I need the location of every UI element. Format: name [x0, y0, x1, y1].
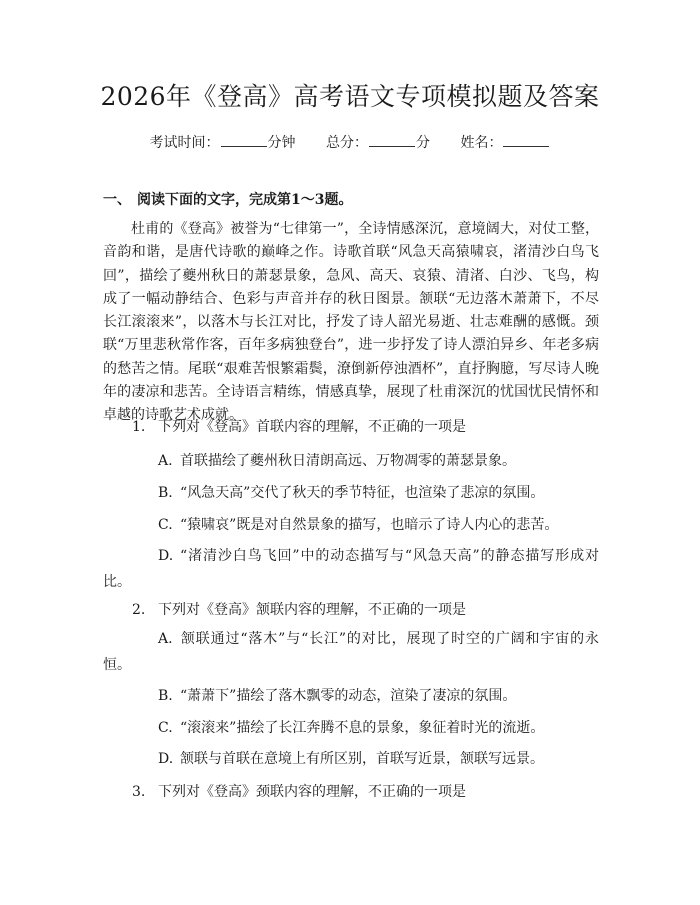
- time-unit: 分钟: [267, 135, 296, 151]
- option-text: “滚滚来”描绘了长江奔腾不息的景象，象征着时光的流逝。: [180, 720, 545, 736]
- question-stem: 下列对《登高》首联内容的理解，不正确的一项是: [158, 419, 466, 435]
- q2-option-d: [103, 746, 599, 772]
- time-label: 考试时间：: [149, 135, 220, 151]
- time-blank: [221, 132, 267, 147]
- exam-meta: [0, 132, 700, 153]
- option-text: 颔联与首联在意境上有所区别，首联写近景，颔联写远景。: [180, 751, 544, 767]
- q1-option-d: [103, 543, 599, 595]
- option-label: D.: [158, 751, 174, 767]
- option-text: “风急天高”交代了秋天的季节特征，也渲染了悲凉的氛围。: [180, 485, 545, 501]
- total-score: [326, 132, 430, 153]
- option-label: B.: [158, 485, 173, 501]
- question-1: [132, 417, 466, 437]
- option-label: A.: [158, 453, 173, 469]
- name-label: 姓名：: [460, 135, 503, 151]
- option-label: D.: [158, 548, 174, 564]
- score-label: 总分：: [326, 135, 368, 151]
- question-number: 1.: [132, 419, 146, 435]
- question-2: [132, 600, 466, 620]
- option-text: “猿啸哀”既是对自然景象的描写，也暗示了诗人内心的悲苦。: [180, 517, 559, 533]
- section-instruction: 阅读下面的文字，完成第1～3题。: [137, 192, 353, 208]
- score-blank: [369, 132, 415, 147]
- option-label: C.: [158, 720, 173, 736]
- exam-time: [150, 132, 296, 153]
- section-heading: [103, 190, 352, 210]
- q2-option-c: [103, 715, 599, 741]
- score-unit: 分: [416, 135, 430, 151]
- option-label: C.: [158, 517, 173, 533]
- section-number: 一、: [103, 192, 131, 208]
- page-title: 2026年《登高》高考语文专项模拟题及答案: [100, 82, 600, 111]
- reading-passage: 杜甫的《登高》被誉为“七律第一”，全诗情感深沉，意境阔大，对仗工整，音韵和谐，是唐代诗歌的巅峰之作。诗歌首联“风急天高猿啸哀，渚清沙白鸟飞回”，描绘了夔州秋日的萧瑟景象，急风、高天、哀猿、清渚、白沙、飞鸟，构成了一幅动静结合、色彩与声音并存的秋日图景。颔联“无边落木萧萧下，不尽长江滚滚来”，以落木与长江对比，抒发了诗人韶光易逝、壮志难酬的感慨。颈联“万里悲秋常作客，百年多病独登台”，进一步抒发了诗人漂泊异乡、年老多病的愁苦之情。尾联“艰难苦恨繁霜鬓，潦倒新停浊酒杯”，直抒胸臆，写尽诗人晚年的凄凉和悲苦。全诗语言精练，情感真挚，展现了杜甫深沉的忧国忧民情怀和卓越的诗歌艺术成就。: [103, 221, 599, 424]
- option-text: 首联描绘了夔州秋日清朗高远、万物凋零的萧瑟景象。: [180, 453, 516, 469]
- option-text: 颔联通过“落木”与“长江”的对比，展现了时空的广阔和宇宙的永恒。: [103, 631, 599, 673]
- option-text: “萧萧下”描绘了落木飘零的动态，渲染了凄凉的氛围。: [180, 688, 517, 704]
- q2-option-b: [103, 683, 599, 709]
- question-stem: 下列对《登高》颔联内容的理解，不正确的一项是: [158, 602, 466, 618]
- student-name: [460, 132, 550, 153]
- q1-option-a: [103, 448, 599, 474]
- question-3: [132, 782, 466, 802]
- q1-option-c: [103, 512, 599, 538]
- option-label: B.: [158, 688, 173, 704]
- q1-option-b: [103, 480, 599, 506]
- q2-option-a: [103, 626, 599, 678]
- question-stem: 下列对《登高》颈联内容的理解，不正确的一项是: [158, 784, 466, 800]
- question-number: 2.: [132, 602, 146, 618]
- option-label: A.: [158, 631, 173, 647]
- question-number: 3.: [132, 784, 146, 800]
- name-blank: [503, 132, 549, 147]
- option-text: “渚清沙白鸟飞回”中的动态描写与“风急天高”的静态描写形成对比。: [103, 548, 599, 590]
